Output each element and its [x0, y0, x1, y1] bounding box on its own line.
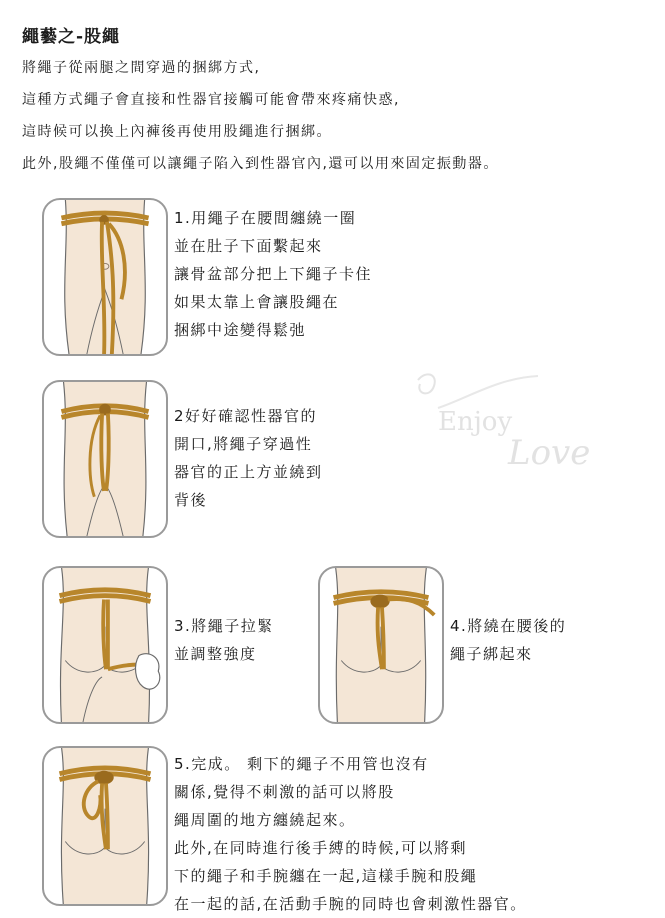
step4-text	[450, 612, 566, 668]
step-line: 器官的正上方並繞到	[174, 463, 323, 481]
step-line: 3.將繩子拉緊	[174, 617, 274, 635]
step-line: 1.用繩子在腰間纏繞一圈	[174, 209, 357, 227]
intro-line: 此外,股繩不僅僅可以讓繩子陷入到性器官內,還可以用來固定振動器。	[22, 156, 499, 172]
step-line: 讓骨盆部分把上下繩子卡住	[174, 265, 373, 283]
enjoy-love-watermark	[408, 368, 608, 478]
intro-line: 這種方式繩子會直接和性器官接觸可能會帶來疼痛快惑,	[22, 92, 400, 108]
step-line: 捆綁中途變得鬆弛	[174, 321, 307, 339]
step-line: 在一起的話,在活動手腕的同時也會刺激性器官。	[174, 895, 527, 913]
page-title: 繩藝之-股繩	[22, 27, 121, 47]
step-line: 開口,將繩子穿過性	[174, 435, 313, 453]
step-line: 2好好確認性器官的	[174, 407, 318, 425]
intro-text	[22, 58, 652, 186]
step-line: 繩子綁起來	[450, 645, 533, 663]
step4-illustration	[318, 566, 444, 724]
step-line: 5.完成。 剩下的繩子不用管也沒有	[174, 755, 429, 773]
step-line: 並調整強度	[174, 645, 257, 663]
watermark-line2: Love	[508, 433, 591, 473]
step3-text	[174, 612, 274, 668]
step-line: 繩周圍的地方纏繞起來。	[174, 811, 356, 829]
step2-text	[174, 402, 323, 514]
step5-text	[174, 750, 527, 918]
step-line: 並在肚子下面繫起來	[174, 237, 323, 255]
step1-text	[174, 204, 372, 344]
step3-illustration	[42, 566, 168, 724]
step-line: 4.將繞在腰後的	[450, 617, 567, 635]
intro-line: 將繩子從兩腿之間穿過的捆綁方式,	[22, 60, 261, 76]
step5-illustration	[42, 746, 168, 906]
step2-illustration	[42, 380, 168, 538]
step1-illustration	[42, 198, 168, 356]
step-line: 下的繩子和手腕纏在一起,這樣手腕和股繩	[174, 867, 478, 885]
step-line: 背後	[174, 491, 208, 509]
step-line: 關係,覺得不刺激的話可以將股	[174, 783, 395, 801]
step-line: 如果太靠上會讓股繩在	[174, 293, 340, 311]
watermark-line1: Enjoy	[438, 407, 513, 437]
step-line: 此外,在同時進行後手縛的時候,可以將剩	[174, 839, 468, 857]
intro-line: 這時候可以換上內褲後再使用股繩進行捆綁。	[22, 124, 332, 140]
